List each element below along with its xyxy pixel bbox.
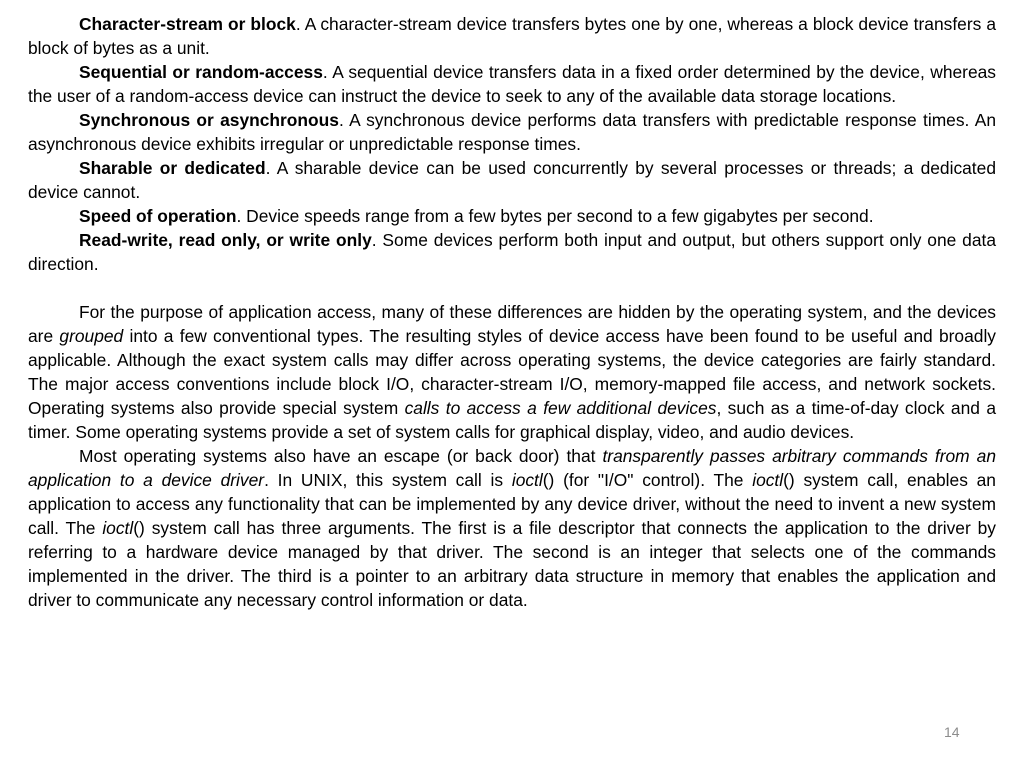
characteristic-sequential [28,60,996,108]
access-emphasis-grouped: grouped [59,326,124,346]
escape-text-1: Most operating systems also have an escape (or back door) that [79,446,603,466]
access-text-3: , such as a time-of-day clock and a timer. Some operating systems provide a set of system calls for graphical display, video, and audio devices. [28,398,996,442]
escape-emphasis: transparently passes arbitrary commands from an application to a device driver [28,446,996,490]
characteristic-term: Character-stream or block [79,14,296,34]
characteristic-text: . A sharable device can be used concurrently by several processes or threads; a dedicated device cannot. [28,158,996,202]
characteristic-speed [28,204,996,228]
paragraph-spacer [28,276,996,300]
ioctl-term: ioctl [102,518,134,538]
characteristic-term: Synchronous or asynchronous [79,110,339,130]
characteristic-text: . A character-stream device transfers bytes one by one, whereas a block device transfers a block of bytes as a unit. [28,14,996,58]
escape-text-3: () (for "I/O" control). The [542,470,753,490]
page-number: 14 [944,724,960,740]
characteristic-text: . Some devices perform both input and output, but others support only one data direction. [28,230,996,274]
characteristic-read-write [28,228,996,276]
escape-text-4: () system call, enables an application to access any functionality that can be implemented by any device driver, without the need to invent a new system call. The [28,470,996,538]
escape-text-2: . In UNIX, this system call is [264,470,512,490]
characteristic-term: Sharable or dedicated [79,158,266,178]
slide-body [28,12,996,612]
characteristic-term: Read-write, read only, or write only [79,230,372,250]
characteristic-term: Sequential or random-access [79,62,323,82]
characteristic-sharable [28,156,996,204]
characteristic-character-stream [28,12,996,60]
escape-text-5: () system call has three arguments. The first is a file descriptor that connects the application to the driver by referring to a hardware device managed by that driver. The second is an integer that selects one of the commands implemented in the driver. The third is a pointer to an arbitrary data structure in memory that enables the application and driver to communicate any necessary control information or data. [28,518,996,610]
ioctl-term: ioctl [752,470,784,490]
characteristic-text: . A synchronous device performs data transfers with predictable response times. An asynchronous device exhibits irregular or unpredictable response times. [28,110,996,154]
characteristic-synchronous [28,108,996,156]
characteristic-text: . A sequential device transfers data in a fixed order determined by the device, whereas the user of a random-access device can instruct the device to seek to any of the available data storage locations. [28,62,996,106]
characteristic-term: Speed of operation [79,206,237,226]
escape-paragraph [28,444,996,612]
access-text-1: For the purpose of application access, many of these differences are hidden by the operating system, and the devices are [28,302,996,346]
ioctl-term: ioctl [511,470,543,490]
access-emphasis-calls: calls to access a few additional devices [404,398,717,418]
characteristic-text: . Device speeds range from a few bytes per second to a few gigabytes per second. [236,206,874,226]
application-access-paragraph [28,300,996,444]
access-text-2: into a few conventional types. The resulting styles of device access have been found to be useful and broadly applicable. Although the exact system calls may differ across operating systems, the device categories are fairly standard. The major access conventions include block I/O, character-stream I/O, memory-mapped file access, and network sockets. Operating systems also provide special system [28,326,996,418]
